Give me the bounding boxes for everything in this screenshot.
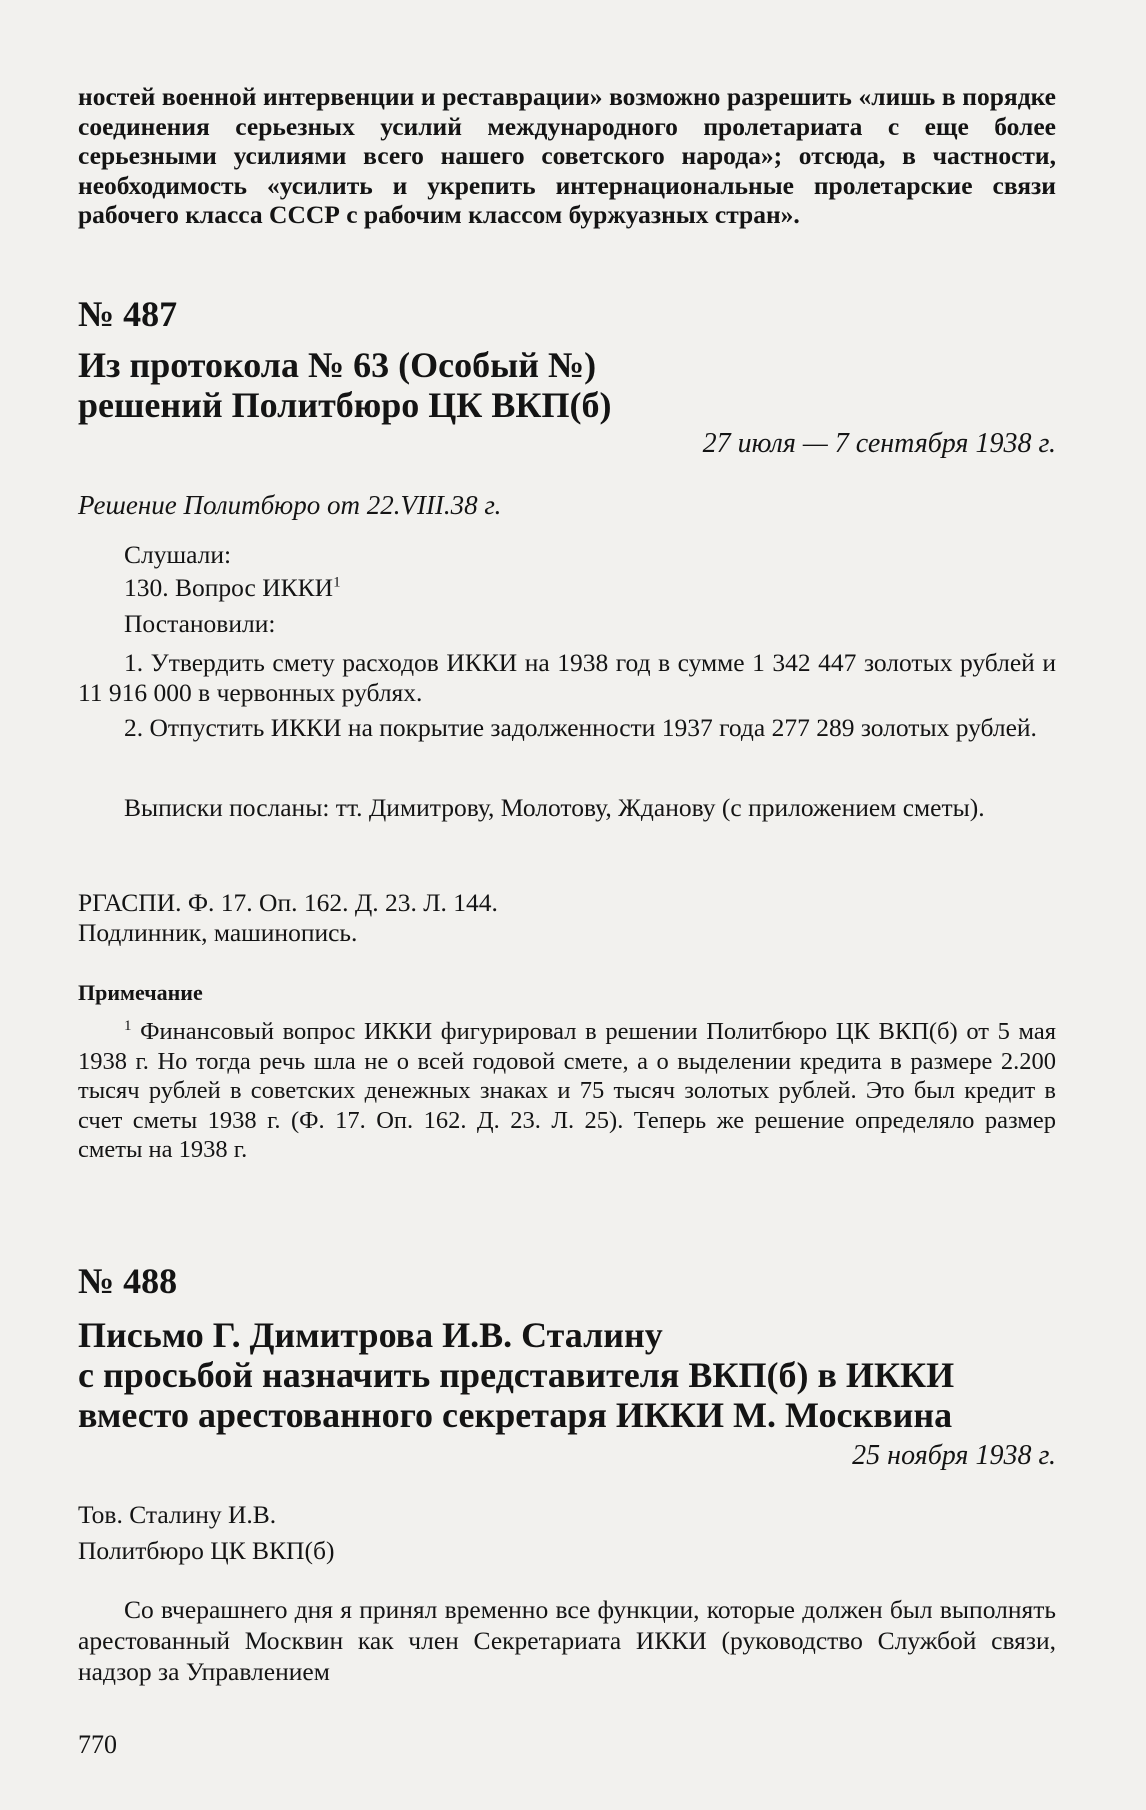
doc488-header <box>78 1262 1056 1300</box>
doc487-note-heading-block <box>78 980 1056 1006</box>
doc488-body-block <box>78 1594 1056 1687</box>
doc487-title <box>78 345 1056 425</box>
doc487-heard-block <box>78 540 1056 570</box>
doc488-title <box>78 1315 1056 1435</box>
doc487-heard-label: Слушали: <box>124 540 232 569</box>
page-number: 770 <box>78 1730 117 1759</box>
doc488-date: 25 ноября 1938 г. <box>852 1440 1056 1471</box>
doc488-addressee2: Политбюро ЦК ВКП(б) <box>78 1535 335 1565</box>
doc487-question: 130. Вопрос ИККИ <box>124 573 334 602</box>
top-paragraph-block <box>78 82 1056 230</box>
doc488-title-line3: вместо арестованного секретаря ИККИ М. Москвина <box>78 1395 953 1435</box>
doc487-question-block <box>78 573 1056 603</box>
doc488-addressee1: Тов. Сталину И.В. <box>78 1500 277 1529</box>
doc488-addressee-block <box>78 1500 1056 1565</box>
doc487-title-line2: решений Политбюро ЦК ВКП(б) <box>78 385 612 425</box>
doc488-date-block <box>78 1440 1056 1472</box>
doc487-note-footnote-mark: 1 <box>124 1017 132 1034</box>
doc488-body: Со вчерашнего дня я принял временно все функции, которые должен был выполнять арестованный Москвин как член Секретариата ИККИ (руководство Службой связи, надзор за Управлением <box>78 1595 1056 1686</box>
doc487-question-footnote-mark: 1 <box>333 574 341 591</box>
doc487-header <box>78 295 1056 333</box>
doc487-title-line1: Из протокола № 63 (Особый №) <box>78 345 597 385</box>
doc487-note <box>78 1017 1056 1165</box>
doc487-resolved-label: Постановили: <box>124 609 276 638</box>
doc487-decision-date: Решение Политбюро от 22.VIII.38 г. <box>78 490 502 520</box>
doc487-item2: 2. Отпустить ИККИ на покрытие задолженности 1937 года 277 289 золотых рублей. <box>124 713 1037 742</box>
doc488-title-line1: Письмо Г. Димитрова И.В. Сталину <box>78 1315 663 1355</box>
doc487-original: Подлинник, машинопись. <box>78 917 358 947</box>
page-number-block <box>78 1730 1056 1760</box>
doc488-number: № 488 <box>78 1261 178 1301</box>
doc487-items <box>78 648 1056 743</box>
doc488-title-line2: с просьбой назначить представителя ВКП(б) в ИККИ <box>78 1355 955 1395</box>
doc487-excerpts: Выписки посланы: тт. Димитрову, Молотову, Жданову (с приложением сметы). <box>124 793 985 822</box>
doc487-note-block <box>78 1017 1056 1165</box>
doc487-decision-block <box>78 490 1056 521</box>
doc487-date: 27 июля — 7 сентября 1938 г. <box>702 428 1056 459</box>
doc487-date-block <box>78 428 1056 460</box>
doc487-item1: 1. Утвердить смету расходов ИККИ на 1938 год в сумме 1 342 447 золотых рублей и 11 916 000 в червонных рублях. <box>78 648 1056 707</box>
doc487-question-line <box>78 573 1056 603</box>
doc487-excerpts-block <box>78 793 1056 823</box>
doc487-archive-block <box>78 888 1056 947</box>
doc487-number: № 487 <box>78 294 178 334</box>
doc487-note-heading: Примечание <box>78 980 203 1005</box>
doc487-resolved-block <box>78 609 1056 639</box>
doc487-archive: РГАСПИ. Ф. 17. Оп. 162. Д. 23. Л. 144. <box>78 888 498 917</box>
top-paragraph: ностей военной интервенции и реставрации» возможно разрешить «лишь в порядке соединения серьезных усилий международного пролетариата с еще более серьезными усилиями всего нашего советского народа»; отсюда, в частности, необходимость «усилить и укрепить интернациональные пролетарские связи рабочего класса СССР с рабочим классом буржуазных стран». <box>78 82 1056 229</box>
doc487-note-text: Финансовый вопрос ИККИ фигурировал в решении Политбюро ЦК ВКП(б) от 5 мая 1938 г. Но тогда речь шла не о всей годовой смете, а о выделении кредита в размере 2.200 тысяч рублей в советских денежных знаках и 75 тысяч золотых рублей. Это был кредит в счет сметы 1938 г. (Ф. 17. Оп. 162. Д. 23. Л. 25). Теперь же решение определяло размер сметы на 1938 г. <box>78 1018 1057 1163</box>
